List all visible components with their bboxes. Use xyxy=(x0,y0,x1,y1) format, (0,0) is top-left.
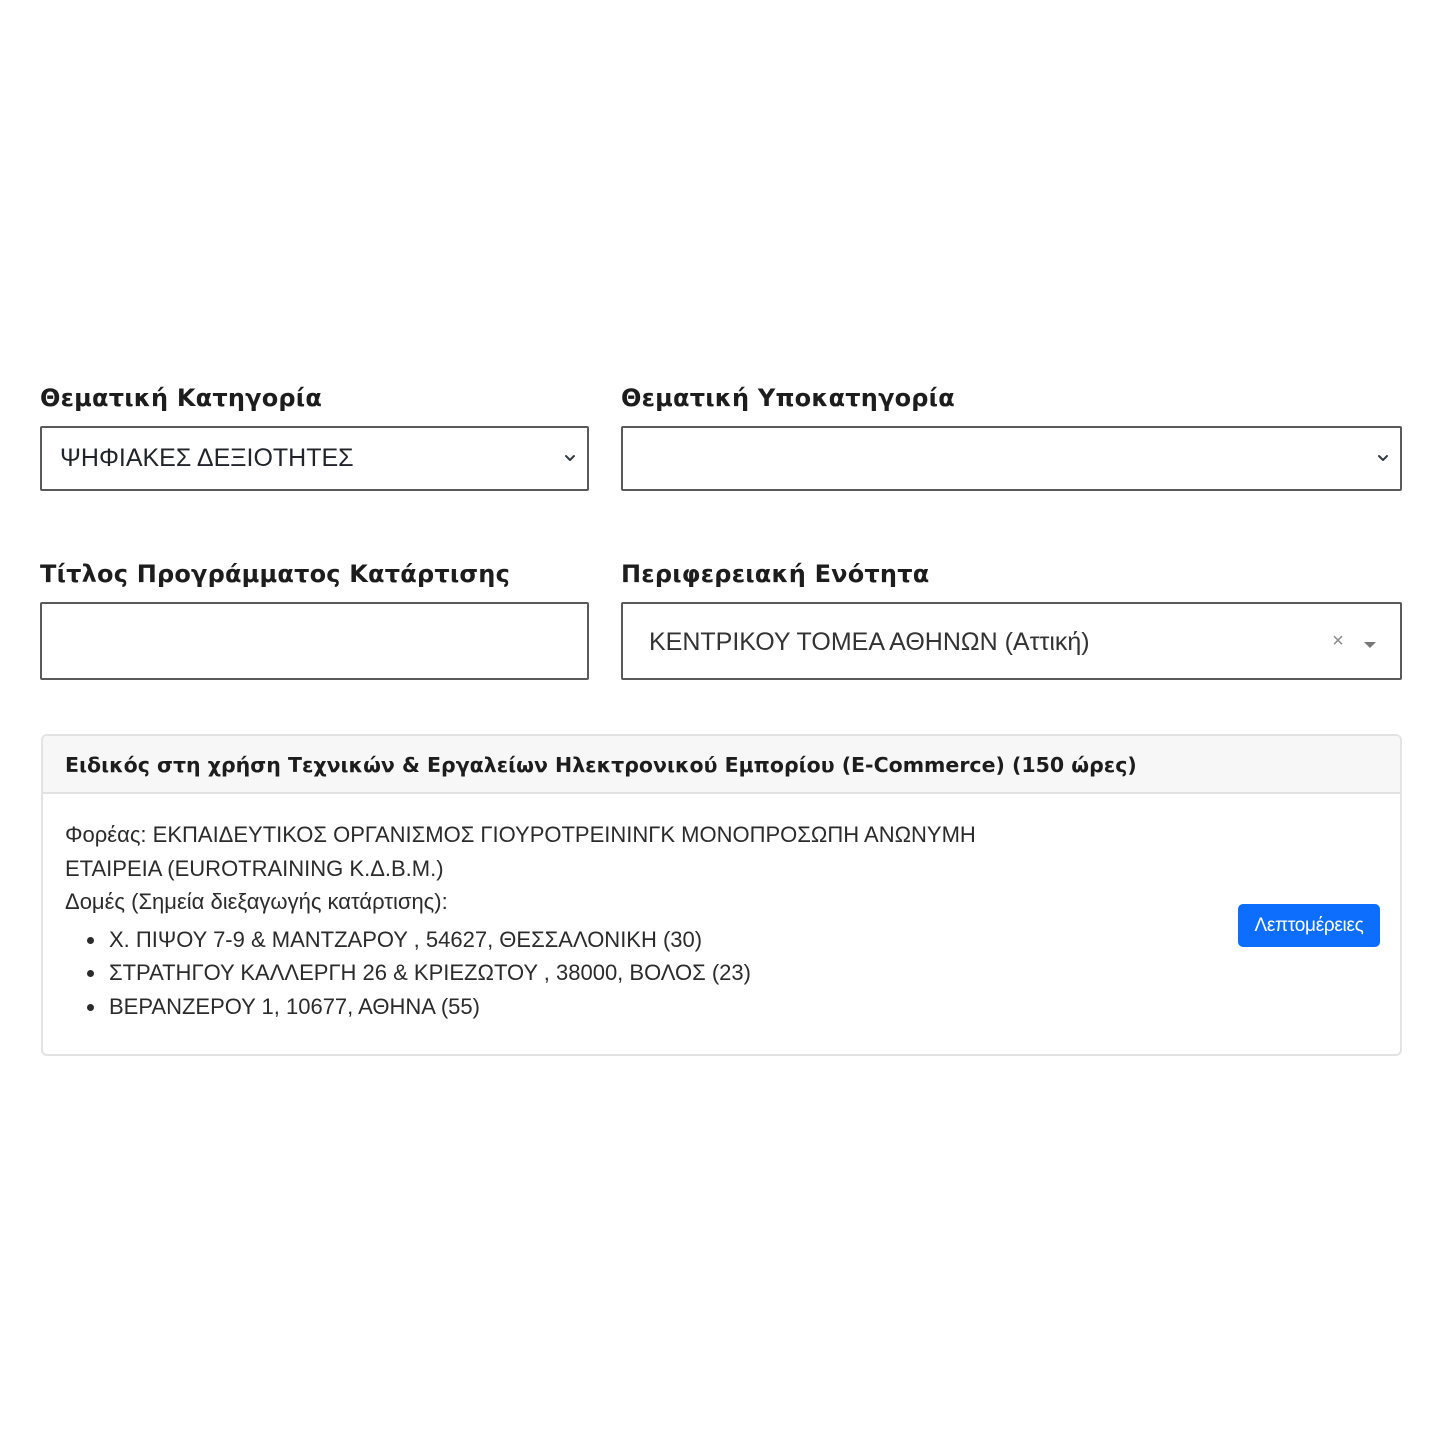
subcategory-field xyxy=(621,384,1402,491)
category-field xyxy=(40,384,589,491)
structures-label: Δομές (Σημεία διεξαγωγής κατάρτισης): xyxy=(65,889,448,914)
category-selected-value: ΨΗΦΙΑΚΕΣ ΔΕΞΙΟΤΗΤΕΣ xyxy=(60,444,354,472)
list-item xyxy=(65,923,1378,957)
region-field xyxy=(621,560,1402,680)
bullet-icon xyxy=(87,937,94,944)
region-select[interactable] xyxy=(621,602,1402,680)
subcategory-label: Θεματική Υποκατηγορία xyxy=(621,384,955,412)
program-title-label: Τίτλος Προγράμματος Κατάρτισης xyxy=(40,560,511,588)
program-title-field xyxy=(40,560,589,680)
structure-address: ΣΤΡΑΤΗΓΟΥ ΚΑΛΛΕΡΓΗ 26 & ΚΡΙΕΖΩΤΟΥ , 38000, ΒΟΛΟΣ (23) xyxy=(109,960,751,985)
program-title-input[interactable] xyxy=(40,602,589,680)
region-label: Περιφερειακή Ενότητα xyxy=(621,560,930,588)
structure-address: Χ. ΠΙΨΟΥ 7-9 & ΜΑΝΤΖΑΡΟΥ , 54627, ΘΕΣΣΑΛΟΝΙΚΗ (30) xyxy=(109,926,703,952)
clear-icon[interactable]: × xyxy=(1332,630,1344,652)
chevron-down-icon xyxy=(1375,450,1391,466)
bullet-icon xyxy=(87,1004,94,1011)
list-item xyxy=(65,990,1378,1024)
bullet-icon xyxy=(87,970,94,977)
region-selected-value: ΚΕΝΤΡΙΚΟΥ ΤΟΜΕΑ ΑΘΗΝΩΝ (Αττική) xyxy=(649,628,1090,656)
program-result-card xyxy=(41,734,1402,1056)
provider-text: Φορέας: ΕΚΠΑΙΔΕΥΤΙΚΟΣ ΟΡΓΑΝΙΣΜΟΣ ΓΙΟΥΡΟΤΡΕΙΝΙΝΓΚ ΜΟΝΟΠΡΟΣΩΠΗ ΑΝΩΝΥΜΗ ΕΤΑΙΡΕΙΑ (EUROTRAINING Κ.Δ.Β.Μ.) xyxy=(65,822,976,881)
dropdown-arrow-icon xyxy=(1364,642,1376,648)
structures-list xyxy=(65,923,1378,1024)
program-title-heading: Ειδικός στη χρήση Τεχνικών & Εργαλείων Ηλεκτρονικού Εμπορίου (E-Commerce) (150 ώρες) xyxy=(43,736,1400,794)
structure-address: ΒΕΡΑΝΖΕΡΟΥ 1, 10677, ΑΘΗΝΑ (55) xyxy=(109,993,480,1019)
category-select[interactable] xyxy=(40,426,589,491)
chevron-down-icon xyxy=(562,450,578,466)
subcategory-select[interactable] xyxy=(621,426,1402,491)
list-item xyxy=(65,956,1378,990)
category-label: Θεματική Κατηγορία xyxy=(40,384,323,412)
card-body xyxy=(43,794,1400,1023)
details-button[interactable]: Λεπτομέρειες xyxy=(1238,904,1380,947)
